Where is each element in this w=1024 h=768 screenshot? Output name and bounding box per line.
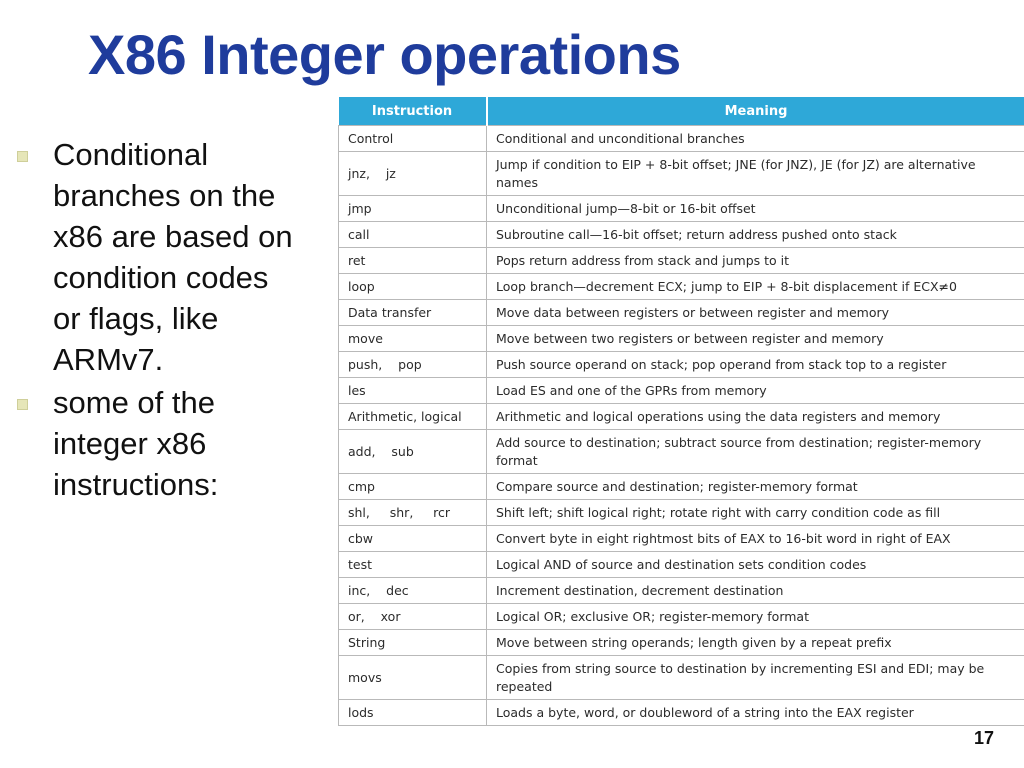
table-row [339,656,1024,700]
meaning-cell: Logical OR; exclusive OR; register-memory format [487,604,1024,630]
table-row [339,248,1024,274]
instruction-table [338,97,1024,726]
meaning-cell: Shift left; shift logical right; rotate right with carry condition code as fill [487,500,1024,526]
instruction-cell: jmp [339,196,487,222]
meaning-cell: Convert byte in eight rightmost bits of EAX to 16-bit word in right of EAX [487,526,1024,552]
meaning-cell: Copies from string source to destination by incrementing ESI and EDI; may be repeated [487,656,1024,700]
table-row [339,526,1024,552]
table-row [339,326,1024,352]
instruction-cell: String [339,630,487,656]
meaning-cell: Unconditional jump—8-bit or 16-bit offset [487,196,1024,222]
instruction-cell: ret [339,248,487,274]
table-row [339,578,1024,604]
meaning-cell: Move between two registers or between register and memory [487,326,1024,352]
instruction-cell: shl, shr, rcr [339,500,487,526]
instruction-cell: lods [339,700,487,726]
table-row [339,404,1024,430]
instruction-cell: loop [339,274,487,300]
meaning-cell: Load ES and one of the GPRs from memory [487,378,1024,404]
instruction-cell: move [339,326,487,352]
bullet-text: some of the integer x86 instructions: [53,385,219,502]
page-number: 17 [973,728,994,748]
meaning-cell: Loop branch—decrement ECX; jump to EIP + 8-bit displacement if ECX≠0 [487,274,1024,300]
table-row [339,152,1024,196]
table-row [339,552,1024,578]
square-bullet-icon [17,151,28,162]
table-row [339,604,1024,630]
square-bullet-icon [17,399,28,410]
meaning-cell: Push source operand on stack; pop operand from stack top to a register [487,352,1024,378]
instruction-cell: Data transfer [339,300,487,326]
table-row [339,300,1024,326]
table-row [339,274,1024,300]
table-row [339,430,1024,474]
instruction-cell: add, sub [339,430,487,474]
table-row [339,500,1024,526]
meaning-cell: Increment destination, decrement destination [487,578,1024,604]
meaning-cell: Arithmetic and logical operations using the data registers and memory [487,404,1024,430]
bullet-list [14,134,334,507]
meaning-cell: Add source to destination; subtract source from destination; register-memory format [487,430,1024,474]
meaning-cell: Pops return address from stack and jumps to it [487,248,1024,274]
instruction-cell: test [339,552,487,578]
column-header-instruction: Instruction [339,97,487,126]
table-header-row [339,97,1024,126]
table-row [339,630,1024,656]
meaning-cell: Compare source and destination; register-memory format [487,474,1024,500]
bullet-text: Conditional branches on the x86 are based on condition codes or flags, like ARMv7. [53,137,293,377]
meaning-cell: Move between string operands; length given by a repeat prefix [487,630,1024,656]
table-row [339,352,1024,378]
column-header-meaning: Meaning [487,97,1024,126]
instruction-cell: cbw [339,526,487,552]
table-row [339,126,1024,152]
table-row [339,378,1024,404]
meaning-cell: Loads a byte, word, or doubleword of a string into the EAX register [487,700,1024,726]
meaning-cell: Jump if condition to EIP + 8-bit offset; JNE (for JNZ), JE (for JZ) are alternative names [487,152,1024,196]
instruction-cell: les [339,378,487,404]
table-row [339,196,1024,222]
meaning-cell: Logical AND of source and destination sets condition codes [487,552,1024,578]
bullet-item [14,382,334,505]
instruction-cell: movs [339,656,487,700]
table-body [339,126,1024,726]
instruction-cell: Control [339,126,487,152]
instruction-cell: jnz, jz [339,152,487,196]
instruction-cell: push, pop [339,352,487,378]
instruction-cell: Arithmetic, logical [339,404,487,430]
table-row [339,700,1024,726]
instruction-cell: or, xor [339,604,487,630]
bullet-item [14,134,334,380]
slide-title: X86 Integer operations [88,23,681,86]
instruction-cell: cmp [339,474,487,500]
meaning-cell: Move data between registers or between register and memory [487,300,1024,326]
instruction-cell: call [339,222,487,248]
table-row [339,474,1024,500]
instruction-cell: inc, dec [339,578,487,604]
meaning-cell: Subroutine call—16-bit offset; return address pushed onto stack [487,222,1024,248]
meaning-cell: Conditional and unconditional branches [487,126,1024,152]
table-row [339,222,1024,248]
